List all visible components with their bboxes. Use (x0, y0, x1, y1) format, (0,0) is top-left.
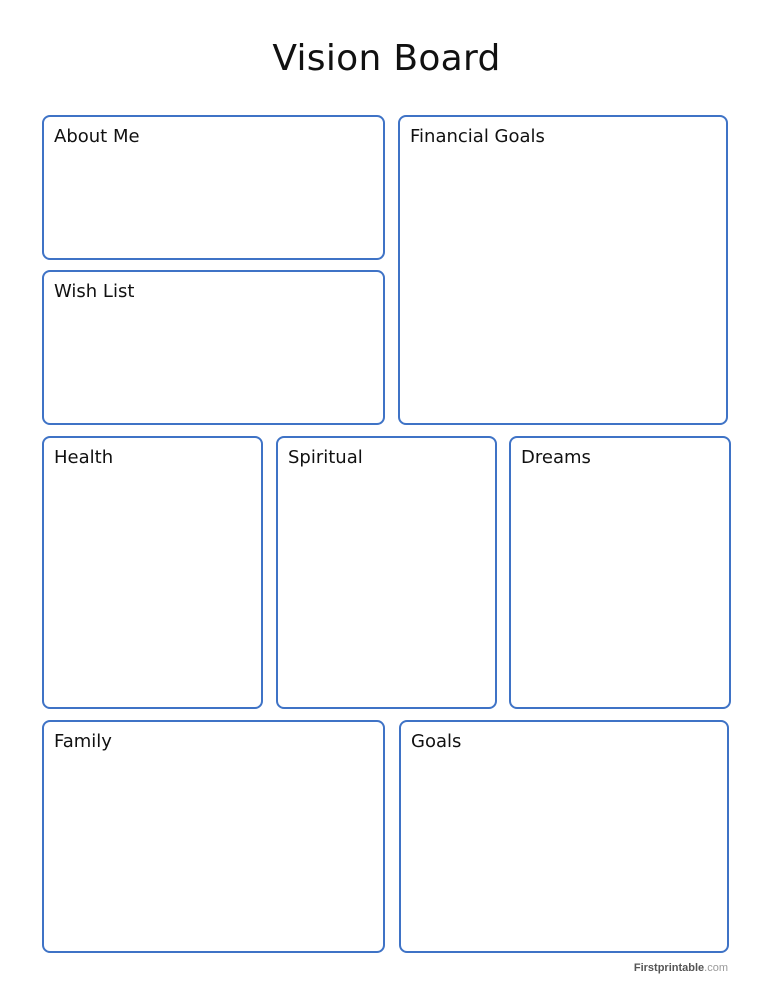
section-label-financial-goals: Financial Goals (410, 126, 545, 147)
section-health (42, 436, 263, 709)
section-family (42, 720, 385, 953)
section-wish-list (42, 270, 385, 425)
section-label-wish-list: Wish List (54, 281, 135, 302)
section-label-spiritual: Spiritual (288, 447, 363, 468)
footer-brand: Firstprintable (633, 962, 705, 974)
footer-tld: .com (704, 962, 728, 974)
page-title: Vision Board (272, 38, 501, 79)
section-label-dreams: Dreams (521, 447, 591, 468)
section-label-goals: Goals (411, 731, 462, 752)
footer-watermark (634, 962, 728, 974)
section-label-about-me: About Me (54, 126, 140, 147)
section-label-family: Family (54, 731, 112, 752)
section-about-me (42, 115, 385, 260)
section-dreams (509, 436, 731, 709)
section-financial-goals (398, 115, 728, 425)
section-spiritual (276, 436, 497, 709)
section-goals (399, 720, 729, 953)
section-label-health: Health (54, 447, 114, 468)
